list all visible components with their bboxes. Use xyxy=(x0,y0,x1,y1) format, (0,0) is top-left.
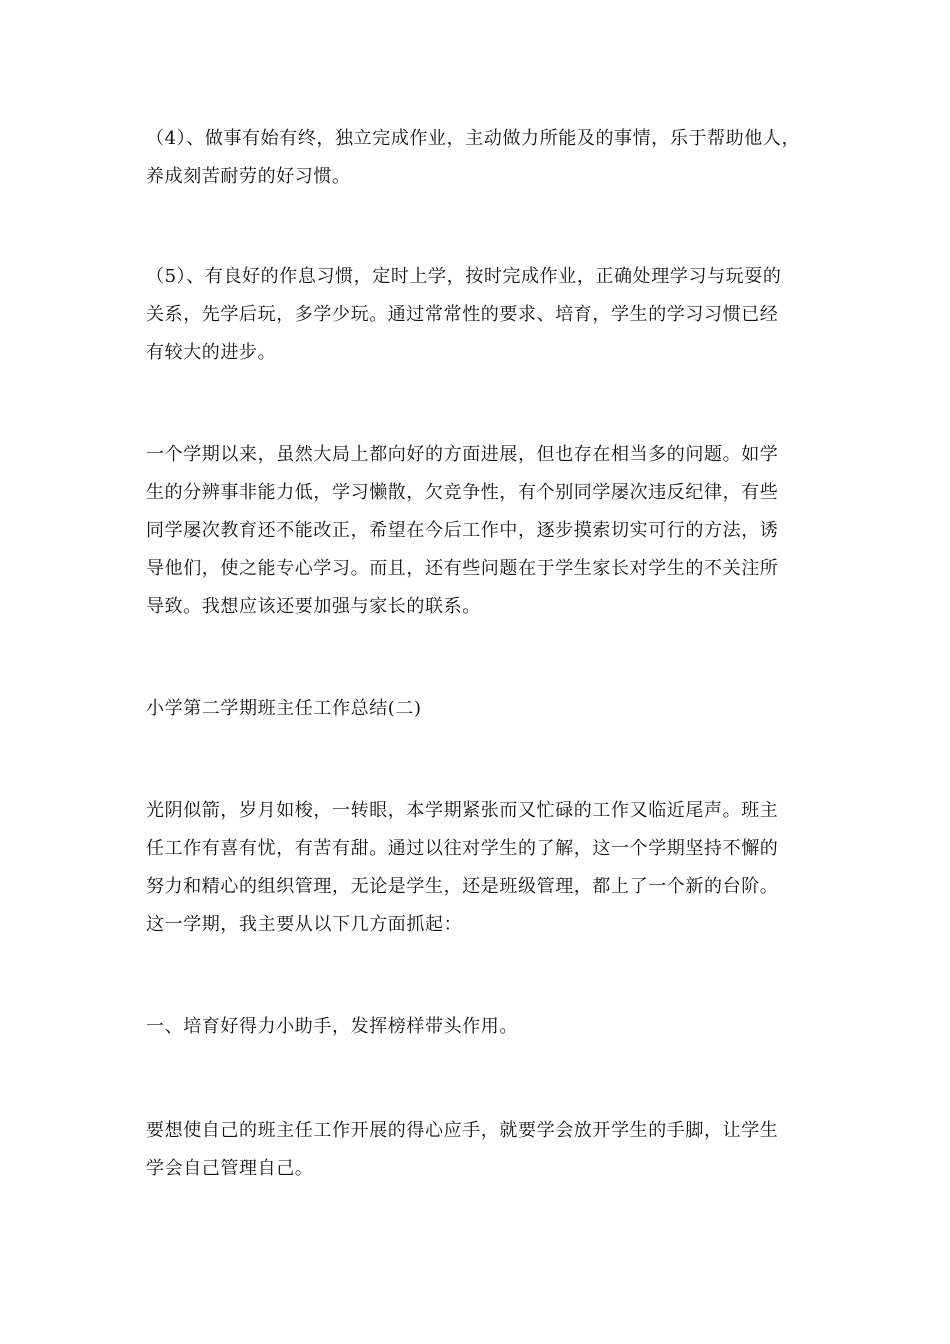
text-line: 光阴似箭，岁月如梭，一转眼，本学期紧张而又忙碌的工作又临近尾声。班主 xyxy=(146,800,779,821)
text-line: 一个学期以来，虽然大局上都向好的方面进展，但也存在相当多的问题。如学 xyxy=(146,444,779,465)
text-line: 养成刻苦耐劳的好习惯。 xyxy=(146,166,351,187)
subheading-helpers xyxy=(146,1008,810,1046)
paragraph-habit-4 xyxy=(146,120,810,196)
text-line: （4）、做事有始有终，独立完成作业，主动做力所能及的事情，乐于帮助他人， xyxy=(146,128,801,149)
text-line: （5）、有良好的作息习惯，定时上学，按时完成作业，正确处理学习与玩耍的 xyxy=(146,266,782,287)
text-line: 这一学期，我主要从以下几方面抓起： xyxy=(146,914,463,935)
paragraph-intro xyxy=(146,792,810,944)
paragraph-habit-5 xyxy=(146,258,810,372)
section-heading xyxy=(146,690,810,728)
text-line: 关系，先学后玩，多学少玩。通过常常性的要求、培育，学生的学习习惯已经 xyxy=(146,304,779,325)
text-line: 要想使自己的班主任工作开展的得心应手，就要学会放开学生的手脚，让学生 xyxy=(146,1120,779,1141)
text-line: 学会自己管理自己。 xyxy=(146,1158,314,1179)
paragraph-self-management xyxy=(146,1112,810,1188)
subheading-line: 一、培育好得力小助手，发挥榜样带头作用。 xyxy=(146,1016,518,1037)
text-line: 有较大的进步。 xyxy=(146,342,277,363)
text-line: 同学屡次教育还不能改正，希望在今后工作中，逐步摸索切实可行的方法，诱 xyxy=(146,520,779,541)
text-line: 生的分辨事非能力低，学习懒散，欠竞争性，有个别同学屡次违反纪律，有些 xyxy=(146,482,779,503)
text-line: 努力和精心的组织管理，无论是学生，还是班级管理，都上了一个新的台阶。 xyxy=(146,876,779,897)
heading-line: 小学第二学期班主任工作总结(二) xyxy=(146,698,422,719)
text-line: 导他们，使之能专心学习。而且，还有些问题在于学生家长对学生的不关注所 xyxy=(146,558,779,579)
text-line: 导致。我想应该还要加强与家长的联系。 xyxy=(146,596,481,617)
paragraph-problems xyxy=(146,436,810,626)
text-line: 任工作有喜有忧，有苦有甜。通过以往对学生的了解，这一个学期坚持不懈的 xyxy=(146,838,779,859)
